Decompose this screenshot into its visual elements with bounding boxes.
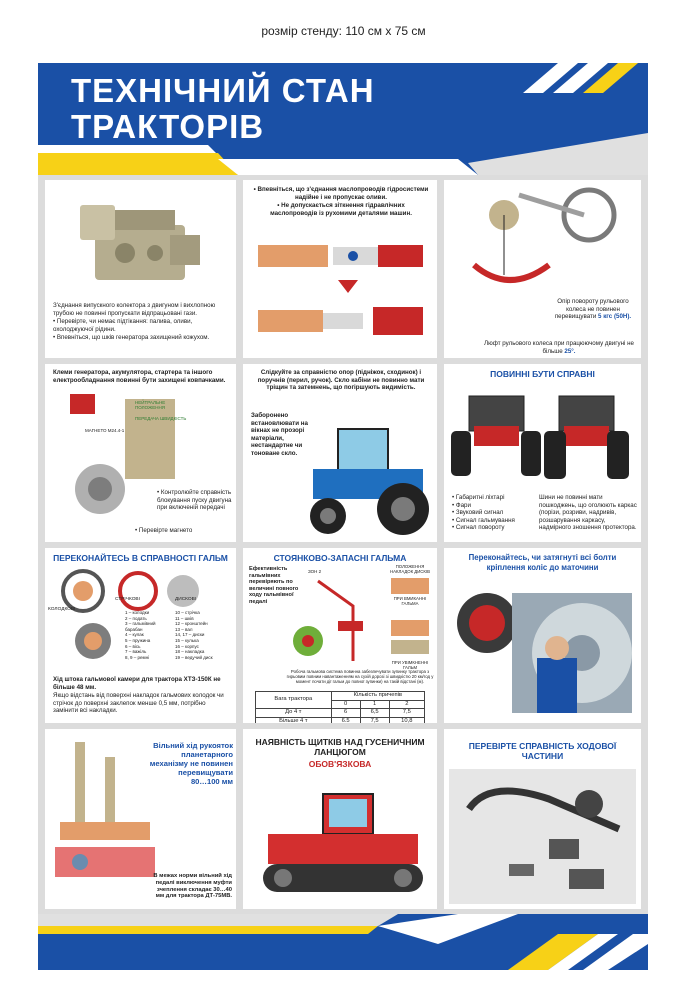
hydraulic-connectors-illustration <box>258 235 423 350</box>
brakes-label-band: СТРІЧКОВІ <box>115 597 140 602</box>
panel-planetary <box>45 729 236 909</box>
panel-cabin <box>243 364 437 542</box>
wheel-mechanic-illustration <box>452 578 637 718</box>
table-group-header: Кількість причепів <box>331 692 424 701</box>
table-count: 0 <box>331 700 360 709</box>
steering-text-1: Опір повороту рульового колеса не повинен перевищувати <box>554 298 629 320</box>
table-row: До 4 т 6 6,5 7,5 <box>256 709 425 718</box>
title-line-1: ТЕХНІЧНИЙ СТАН <box>71 72 375 109</box>
planetary-text-1: Вільний хід рукояток планетарного механізму не повинен перевищувати <box>149 741 233 777</box>
parking-label-right-3: ПРИ УВІМКНЕННІ ГАЛЬМ <box>391 660 429 670</box>
table-col-header: Вага трактора <box>256 692 332 709</box>
table-count: 1 <box>360 700 389 709</box>
brakes-title: ПЕРЕКОНАЙТЕСЬ В СПРАВНОСТІ ГАЛЬМ <box>53 553 228 563</box>
poster-header <box>38 63 648 175</box>
planetary-value: 80…100 мм <box>190 777 233 786</box>
planetary-text-2: В межах норми вільний хід педалі виключення муфти зчеплення складає 30…40 мм для трактора ДТ-75МВ. <box>153 873 232 900</box>
lights-title: ПОВИННІ БУТИ СПРАВНІ <box>490 369 595 379</box>
engine-text-2: • Перевірте, чи немає підтікання: палива, оливи, охолоджуючої рідини. <box>53 318 193 333</box>
chassis-title: ПЕРЕВІРТЕ СПРАВНІСТЬ ХОДОВОЇ ЧАСТИНИ <box>468 741 617 761</box>
panel-wheels <box>444 548 641 723</box>
brakes-text-2: Якщо відстань від поверхні накладок гальмових колодок чи стрічок до поверхні заклепок менше 0,5 мм, потрібно замінити всі накладки. <box>53 692 224 714</box>
steering-text-2: Люфт рульового колеса при працюючому двигуні не більше <box>484 340 634 355</box>
lights-item: • Звуковий сигнал <box>452 509 504 516</box>
brake-pedal-illustration <box>293 566 388 666</box>
panel-parking-brake <box>243 548 437 723</box>
steering-value-1: 5 кгс (50Н). <box>598 313 632 320</box>
size-note: розмір стенду: 110 см х 75 см <box>261 24 426 38</box>
poster-footer <box>38 914 648 970</box>
panel-crawler <box>243 729 437 909</box>
title-line-2: ТРАКТОРІВ <box>71 108 265 145</box>
brakes-label-pads: КОЛОДКОВІ <box>48 607 76 612</box>
wheels-title: Переконайтесь, чи затягнуті всі болти кріплення коліс до маточини <box>468 553 617 572</box>
panel-hydraulics <box>243 180 437 358</box>
panel-brakes <box>45 548 236 723</box>
parking-text-bottom: Робоча гальмова система повинна забезпечувати зупинку трактора з гирьовим повним навантаженням на сухій дорозі зі швидкістю 20 км/год у момент почати дії гальм до повної зупинки) на такій відстані (м). <box>286 669 434 684</box>
electric-label-speed: ПЕРЕДАЧА ШВИДКІСТЬ <box>135 416 187 421</box>
chassis-illustration <box>449 769 636 904</box>
brake-disc-illustration <box>388 578 433 658</box>
electric-text-3: • Перевірте магнето <box>135 527 193 534</box>
table-row: Більше 4 т 6.5 7,5 10,8 <box>256 717 425 723</box>
steering-wheel-illustration <box>464 185 634 295</box>
hydraulics-text-2: • Не допускається зіткнення гідравлічних маслопроводів із рухомими деталями машин. <box>270 202 412 217</box>
electric-label-magneto: МАГНЕТО М24.4-1 <box>85 428 125 433</box>
parking-title: СТОЯНКОВО-ЗАПАСНІ ГАЛЬМА <box>273 553 407 563</box>
engine-text-1: З'єднання випускного колектора з двигуном і вихлопною трубою не повинні пропускати відпрацьовані гази. <box>53 302 216 317</box>
brakes-legend-left: 1 – колодки 2 – подать 3 – гальмівний барабан 4 – кулак 5 – пружина 6 – вісь 7 – важіль 8, 9 – ремні <box>125 610 156 660</box>
engine-illustration <box>75 185 205 295</box>
steering-value-2: 25°. <box>564 347 576 355</box>
panel-lights <box>444 364 641 542</box>
electric-text-1: Клеми генератора, акумулятора, стартера та іншого електрообладнання повинні бути захищені ковпачками. <box>53 369 226 384</box>
lights-item: • Сигнал гальмування <box>452 516 515 524</box>
blue-tractor-illustration <box>303 424 433 539</box>
tractors-front-illustration <box>449 386 637 481</box>
cabin-text-1: Слідкуйте за справністю опор (підніжок, сходинок) і поручнів (перил, ручок). Скло кабіни не повинно мати тріщин та затемнень, що погіршують видимість. <box>257 369 425 391</box>
parking-label-right-2: ПРИ ВМИКАННІ ГАЛЬМА <box>393 596 427 606</box>
crawler-tractor-illustration <box>263 789 423 899</box>
parking-label-right-1: ПОЛОЖЕННЯ НАКЛАДОК ДИСКІВ <box>390 564 430 574</box>
panel-electric <box>45 364 236 542</box>
electric-text-2: • Контролюйте справність блокування пуску двигуна при включеній передачі <box>157 489 232 511</box>
hydraulics-text-1: • Впевніться, що з'єднання маслопроводів гідросистеми надійне і не пропускає оливи. <box>253 186 429 201</box>
electric-label-position: НЕЙТРАЛЬНЕ ПОЛОЖЕННЯ <box>135 400 166 410</box>
brakes-text-1: Хід штока гальмової камери для трактора ХТЗ-150К не більше 48 мм. <box>53 676 221 691</box>
brake-distance-table <box>255 691 425 723</box>
crawler-title: НАЯВНІСТЬ ЩИТКІВ НАД ГУСЕНИЧНИМ ЛАНЦЮГОМ <box>255 737 425 757</box>
parking-text-left: Ефективність гальмівних перевіряють по величині повного ходу гальмівної педалі <box>249 566 299 605</box>
brakes-legend-right: 10 – стрічка 11 – шків 12 – кронштейн 13 – вал 14, 17 – диски 15 – кулька 16 – корпус 18 – накладка 19 – ведучий диск <box>175 610 213 660</box>
panel-steering <box>444 180 641 358</box>
engine-text-3: • Впевніться, що шків генератора захищений кожухом. <box>53 334 210 341</box>
panel-engine <box>45 180 236 358</box>
lights-item: • Габаритні ліхтарі <box>452 494 505 501</box>
footer-stripes <box>38 914 648 970</box>
cabin-text-2: Заборонено встановлювати на вікнах не прозорі матеріали, нестандартне чи тоноване скло. <box>251 412 308 457</box>
tires-text: Шини не повинні мати пошкоджень, що оголюють каркас (порізи, розриви, надривів, розшарування каркасу, надмірного зношення протектора. <box>539 494 637 531</box>
panel-chassis <box>444 729 641 909</box>
crawler-subtitle: ОБОВ'ЯЗКОВА <box>308 759 372 769</box>
lights-item: • Сигнал повороту <box>452 524 505 531</box>
parking-label-pad: ЗОН 2 <box>308 569 322 574</box>
table-count: 2 <box>389 700 424 709</box>
page-title <box>71 73 375 145</box>
poster <box>38 63 648 970</box>
lights-item: • Фари <box>452 501 471 509</box>
brakes-label-disc: ДИСКОВІ <box>175 597 197 602</box>
